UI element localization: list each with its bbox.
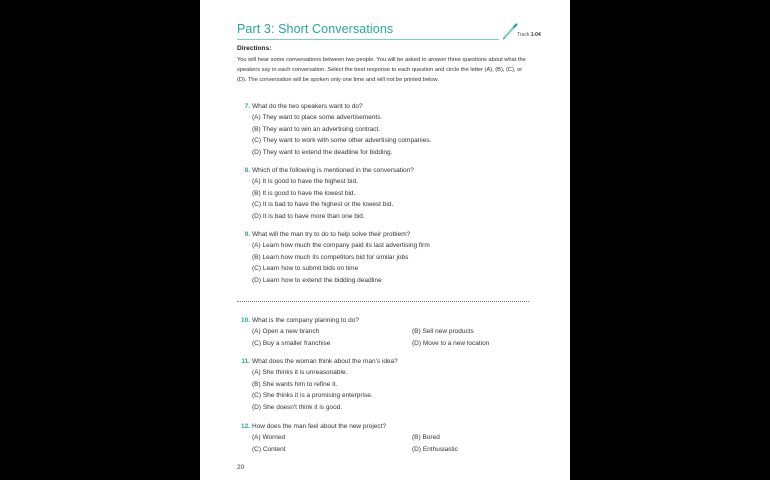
answer-option[interactable]: (B) She wants him to refine it. [252,380,338,388]
option-grid [237,326,537,349]
answer-option[interactable]: (B) Sell new products [412,328,474,335]
answer-option[interactable]: (A) It is good to have the highest bid. [252,178,358,185]
section-divider [237,301,529,302]
answer-option[interactable]: (C) They want to work with some other advertising companies. [252,137,432,145]
directions-text: You will hear some conversations between two people. You will be asked to answer three questions about what the speakers say in each conversation. Select the best response to each question and circle the letter (A), (B), (C), or (D). The conversation will be spoken only one time and will not be printed below. [237,57,526,83]
question-stem [237,356,537,367]
answer-option[interactable]: (A) Worried [252,434,286,441]
question-number: 10. [240,317,250,324]
question-text: Which of the following is mentioned in the conversation? [252,167,414,174]
answer-option[interactable]: (C) Content [252,445,286,453]
question-number: 7. [244,103,250,110]
question-9 [237,229,537,287]
answer-option[interactable]: (D) They want to extend the deadline for bidding. [252,149,393,157]
question-12 [237,421,537,455]
answer-option[interactable]: (B) Learn how much its competitors bid for similar jobs [252,253,409,261]
answer-option[interactable]: (D) Enthusiastic [412,445,458,453]
question-10 [237,315,537,349]
question-text: How does the man feel about the new project? [252,423,387,430]
answer-option[interactable]: (D) She doesn't think it is good. [252,404,343,412]
question-stem [237,315,537,326]
option-grid [237,432,537,455]
answer-option[interactable]: (D) It is bad to have more than one bid. [252,213,365,221]
question-7 [237,101,537,159]
page-number: 20 [237,464,245,471]
track-label: Track [517,32,530,38]
track-reference [517,32,541,38]
question-number: 9. [244,231,250,238]
track-number: 1-04 [530,32,541,38]
question-8 [237,165,537,223]
answer-option[interactable]: (A) Open a new branch [252,328,320,335]
question-text: What does the woman think about the man's idea? [252,358,398,365]
directions-heading: Directions: [237,45,272,52]
answer-option[interactable]: (C) It is bad to have the highest or the lowest bid. [252,201,394,209]
answer-option[interactable]: (C) She thinks it is a promising enterprise. [252,392,373,400]
question-text: What will the man try to do to help solve their problem? [252,231,411,238]
answer-option[interactable]: (C) Buy a smaller franchise [252,339,331,347]
answer-option[interactable]: (B) They want to win an advertising contract. [252,125,381,133]
answer-option[interactable]: (C) Learn how to submit bids on time [252,265,359,273]
answer-option[interactable]: (A) She thinks it is unreasonable. [252,369,348,376]
answer-option[interactable]: (B) It is good to have the lowest bid. [252,189,356,197]
question-stem [237,421,537,432]
question-text: What do the two speakers want to do? [252,103,363,110]
answer-option[interactable]: (D) Move to a new location [412,339,490,347]
question-11 [237,356,537,414]
title-underline [237,39,499,40]
document-page [200,0,570,480]
page-title: Part 3: Short Conversations [237,22,394,36]
question-stem [237,165,537,176]
question-text: What is the company planning to do? [252,317,359,324]
answer-option[interactable]: (D) Learn how to extend the bidding deadline [252,277,382,285]
question-number: 8. [244,167,250,174]
section-header [237,22,541,44]
question-stem [237,229,537,240]
question-number: 11. [241,358,250,365]
answer-option[interactable]: (A) Learn how much the company paid its last advertising firm [252,242,430,249]
answer-option[interactable]: (B) Bored [412,434,440,441]
question-number: 12. [240,423,250,430]
question-stem [237,101,537,112]
answer-option[interactable]: (A) They want to place some advertisements. [252,114,383,121]
